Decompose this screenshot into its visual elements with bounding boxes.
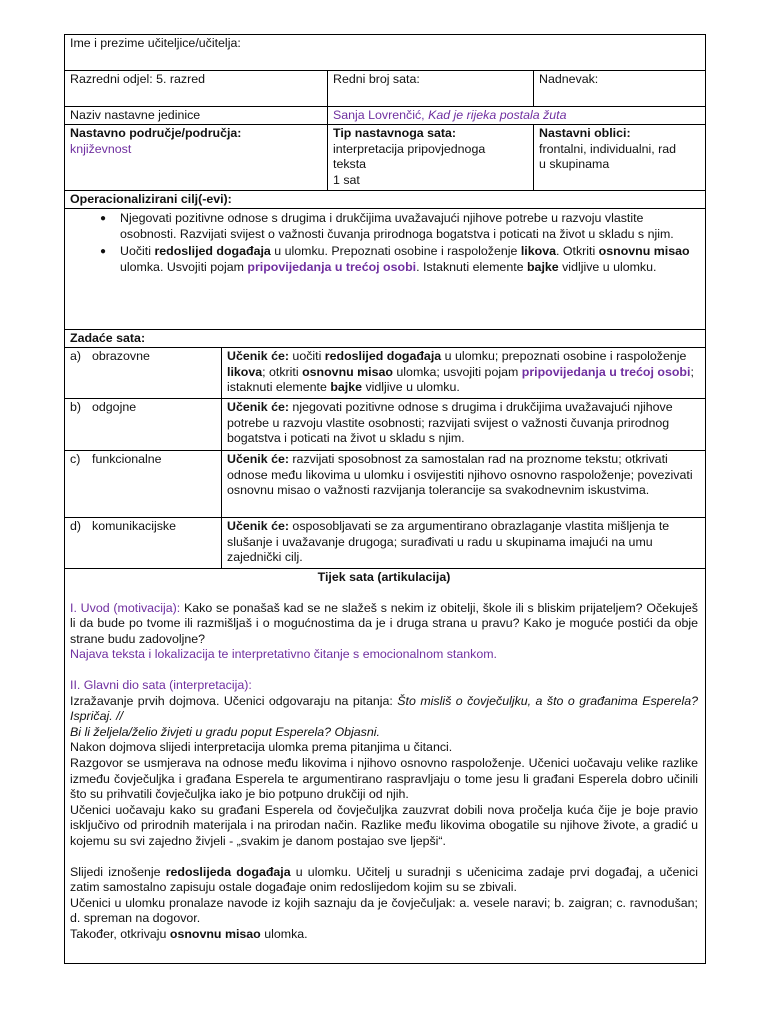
flow-cell <box>65 569 705 963</box>
task-text-b: Učenik će: njegovati pozitivne odnose s drugima i drukčijima uvažavajući njihove potrebe u razvoju vlastite osobnosti; razvijati svijest o važnosti čuvanja prirodnog bogatstva i poticati na život u skladu s njim. <box>221 399 705 450</box>
unit-row <box>65 107 705 125</box>
task-label-d: d) komunikacijske <box>70 519 177 533</box>
type-label: Tip nastavnoga sata: <box>333 126 457 140</box>
goal-item-2: ● Uočiti redoslijed događaja u ulomku. Prepoznati osobine i raspoloženje likova. Otkriti osnovnu misao ulomka. Usvojiti pojam pripovijedanja u trećoj osobi. Istaknuti elemente bajke vidljive u ulomku. <box>100 244 695 275</box>
main-paragraph-2: Bi li željela/želio živjeti u gradu poput Esperela? Objasni. <box>70 724 380 739</box>
main-paragraph-6: Slijedi iznošenje redoslijeda događaja u ulomku. Učitelj u suradnji s učenicima zadaje prvi događaj, a učenici zatim samostalno zapisuju ostale događaje onim redoslijedom kojim su se zbivali. <box>70 864 699 895</box>
main-paragraph-7: Učenici u ulomku pronalaze navode iz kojih saznaju da je čovječuljak: a. vesele naravi; b. zaigran; c. ravnodušan; d. spreman na dogovor. <box>70 895 698 926</box>
class-row <box>65 71 705 107</box>
area-value: književnost <box>70 141 132 156</box>
goals-heading: Operacionalizirani cilj(-evi): <box>70 192 232 206</box>
intro-paragraph: I. Uvod (motivacija): Kako se ponašaš kad se ne slažeš s nekim iz obitelji, škole ili s bliskim prijateljem? Očekuješ li da bude po tvome ili razmišljaš i o mogućnostima da je i druga strana u pravu? Kako je moguće postići da obje strane budu zadovoljne? <box>70 600 698 646</box>
main-paragraph-8: Također, otkrivaju osnovnu misao ulomka. <box>70 926 308 941</box>
lesson-plan-table <box>64 34 706 964</box>
unit-work-title: Kad je rijeka postala žuta <box>428 108 567 122</box>
task-text-c: Učenik će: razvijati sposobnost za samostalan rad na proznome tekstu; otkrivati odnose među likovima u ulomku i osvijestiti njihovo osnovno raspoloženje; povezivati osnovnu misao o važnosti razvijanja tolerancije sa svakodnevnim iskustvima. <box>221 451 705 517</box>
main-paragraph-1: Izražavanje prvih dojmova. Učenici odgovaraju na pitanja: Što misliš o čovječuljku, a što o građanima Esperela? Ispričaj. // <box>70 693 698 724</box>
unit-title <box>327 107 705 124</box>
goals-list <box>70 211 695 275</box>
intro-note: Najava teksta i lokalizacija te interpretativno čitanje s emocionalnom stankom. <box>70 647 497 662</box>
goals-heading-row <box>65 191 705 209</box>
forms-value-1: frontalni, individualni, rad <box>539 141 677 156</box>
type-cell <box>327 125 533 190</box>
lesson-number-label: Redni broj sata: <box>327 71 533 106</box>
forms-label: Nastavni oblici: <box>539 126 631 140</box>
flow-heading: Tijek sata (artikulacija) <box>317 570 451 584</box>
task-label-a: a) obrazovne <box>70 349 150 363</box>
task-row-a <box>65 348 705 399</box>
area-label: Nastavno područje/područja: <box>70 126 242 140</box>
task-label-c: c) funkcionalne <box>70 452 162 466</box>
intro-title: I. Uvod (motivacija): <box>70 600 181 615</box>
class-label: Razredni odjel: 5. razred <box>70 72 205 86</box>
type-value-2: teksta <box>333 157 367 172</box>
type-value-1: interpretacija pripovjednoga <box>333 141 486 156</box>
main-paragraph-4: Razgovor se usmjerava na odnose među likovima i njihovo osnovno raspoloženje. Učenici uočavaju velike razlike između čovječuljka i građana Esperela te argumentirano raspravljaju o tome jesu li građani Esperela dobro učinili što su prihvatili čovječuljka iako je bio potpuno drukčiji od njih. <box>70 755 698 802</box>
main-title: II. Glavni dio sata (interpretacija): <box>70 677 252 692</box>
task-row-b <box>65 399 705 451</box>
lesson-info-row <box>65 125 705 191</box>
main-paragraph-5: Učenici uočavaju kako su građani Esperela od čovječuljka zauzvrat dobili nova pročelja kuća čije je boje pravio isključivo od prirodnih materijala i na prirodan način. Razlike među likovima obogatile su njihove živote, a gradić u kojemu su svi zajedno živjeli - „svakim je danom postajao sve ljepši“. <box>70 802 698 848</box>
task-text-a: Učenik će: uočiti redoslijed događaja u ulomku; prepoznati osobine i raspoloženje likova; otkriti osnovnu misao ulomka; usvojiti pojam pripovijedanja u trećoj osobi; istaknuti elemente bajke vidljive u ulomku. <box>221 348 705 398</box>
date-label: Nadnevak: <box>533 71 705 106</box>
goal-item-1: ● Njegovati pozitivne odnose s drugima i drukčijima uvažavajući njihove potrebe u razvoju vlastite osobnosti. Razvijati svijest o važnosti čuvanja prirodnoga bogatstva i poticati na život u skladu s njim. <box>100 211 695 242</box>
tasks-heading: Zadaće sata: <box>70 331 146 345</box>
area-cell <box>65 125 327 190</box>
task-label-b: b) odgojne <box>70 400 137 414</box>
goals-row <box>65 209 705 330</box>
forms-cell <box>533 125 705 190</box>
unit-author: Sanja Lovrenčić, <box>333 108 425 122</box>
teacher-row <box>65 35 705 71</box>
main-paragraph-3: Nakon dojmova slijedi interpretacija ulomka prema pitanjima u čitanci. <box>70 740 453 755</box>
forms-value-2: u skupinama <box>539 157 610 172</box>
task-row-c <box>65 451 705 518</box>
unit-label: Naziv nastavne jedinice <box>70 108 201 122</box>
task-row-d <box>65 518 705 569</box>
type-value-3: 1 sat <box>333 172 360 187</box>
teacher-label: Ime i prezime učiteljice/učitelja: <box>70 36 241 50</box>
task-text-d: Učenik će: osposobljavati se za argumentirano obrazlaganje vlastita mišljenja te slušanje i uvažavanje drugoga; surađivati u radu u skupinama imajući na umu zajednički cilj. <box>221 518 705 568</box>
flow-row <box>65 569 705 963</box>
tasks-heading-row <box>65 330 705 348</box>
